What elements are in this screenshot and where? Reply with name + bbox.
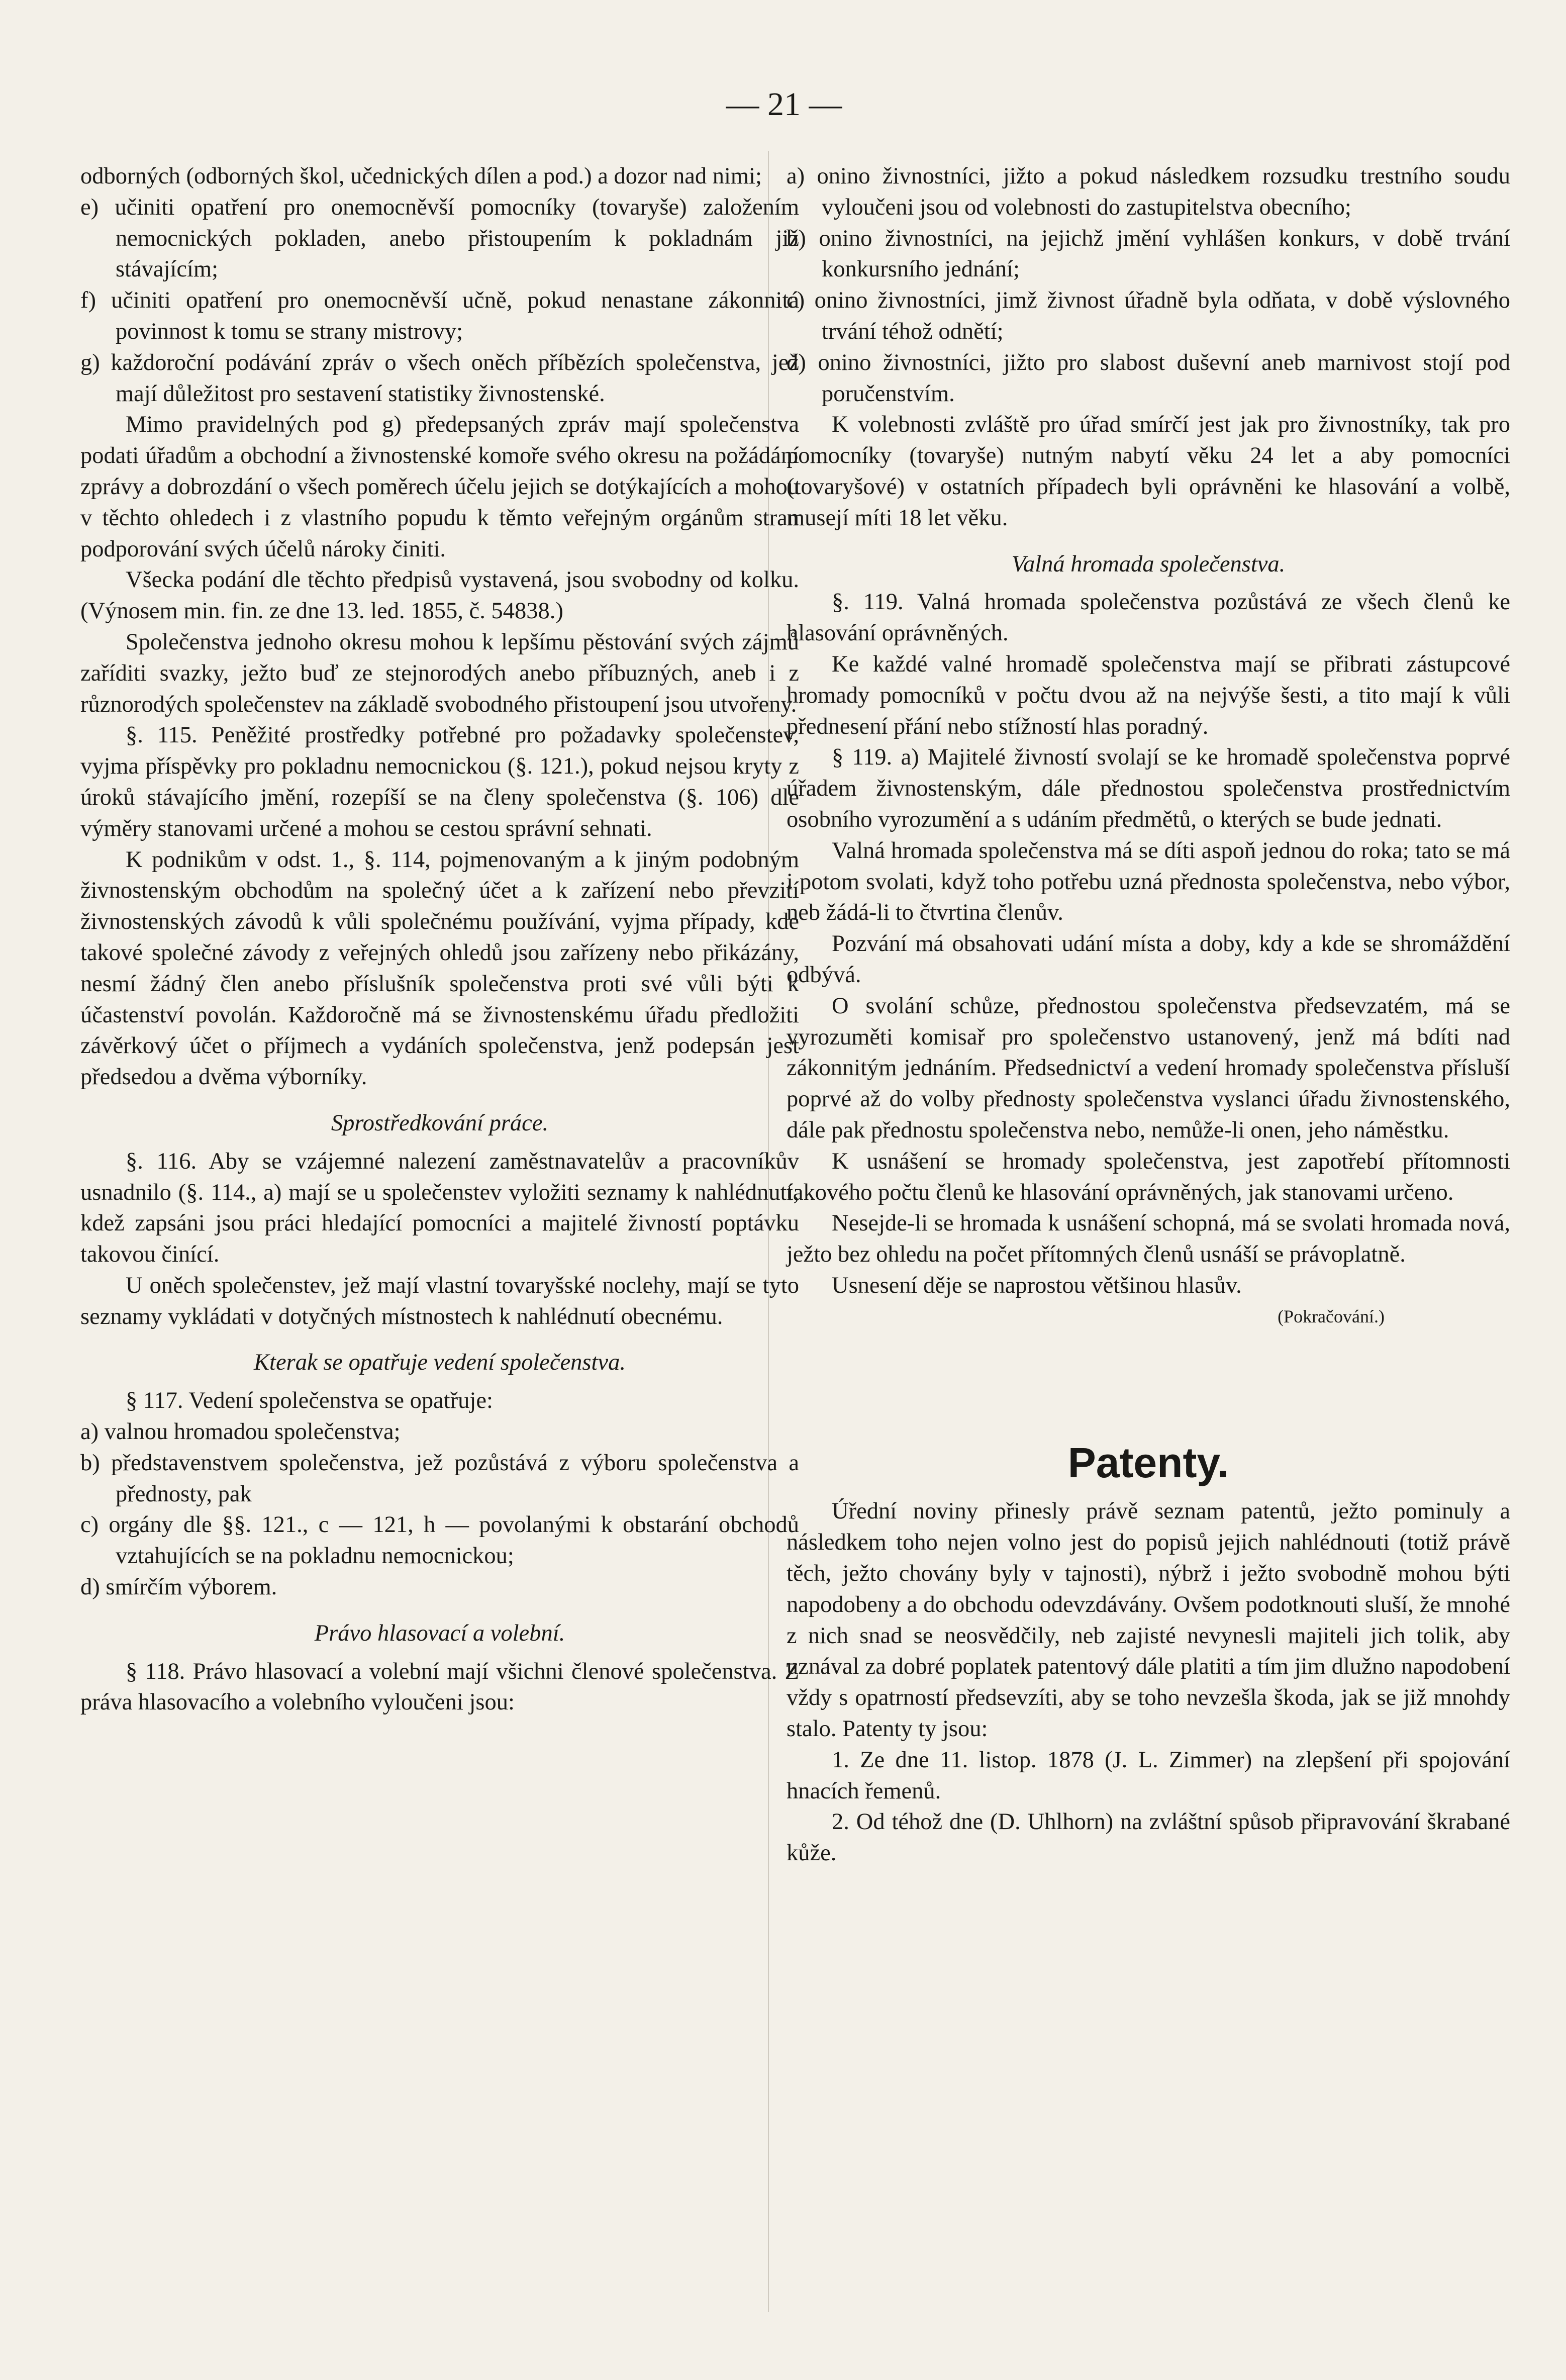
list-item: c) orgány dle §§. 121., c — 121, h — povolanými k obstarání obchodů vztahujících se na pokladnu nemocnickou; [80,1512,799,1569]
paragraph: Valná hromada společenstva má se díti aspoň jednou do roka; tato se má i potom svolati, když toho potřebu uzná přednosta společenstva, nebo výbor, neb žádá-li to čtvrtina členův. [787,837,1510,926]
paragraph: K volebnosti zvláště pro úřad smírčí jest jak pro živnostníky, tak pro pomocníky (tovaryše) nutným nabytí věku 24 let a aby pomocníci (tovaryšové) v ostatních případech byli oprávněni ke hlasování a volbě, musejí míti 18 let věku. [787,412,1510,531]
list-item: b) onino živnostníci, na jejichž jmění vyhlášen konkurs, v době trvání konkursního jednání; [787,225,1510,282]
paragraph: odborných (odborných škol, učednických dílen a pod.) a dozor nad nimi; [80,163,762,189]
list-item: d) smírčím výborem. [80,1574,277,1600]
paragraph: 2. Od téhož dne (D. Uhlhorn) na zvláštní spůsob připravování škrabané kůže. [787,1809,1510,1866]
list-item: c) onino živnostníci, jimž živnost úřadně byla odňata, v době výslovného trvání téhož odnětí; [787,288,1510,344]
list-item: b) představenstvem společenstva, jež pozůstává z výboru společenstva a přednosty, pak [80,1450,799,1507]
left-column [80,161,799,1718]
paragraph: 1. Ze dne 11. listop. 1878 (J. L. Zimmer) na zlepšení při spojování hnacích řemenů. [787,1747,1510,1804]
paragraph: §. 119. Valná hromada společenstva pozůstává ze všech členů ke hlasování oprávněných. [787,589,1510,646]
right-column [787,161,1510,1869]
paragraph: Úřední noviny přinesly právě seznam patentů, ježto pominuly a následkem toho nejen volno jest do popisů jejich nahlédnouti (totiž právě těch, ježto chovány byly v tajnosti), nýbrž i ježto svobodně mohou býti napodobeny a do obchodu odevzdávány. Ovšem podotknouti sluší, že mnohé z nich snad se neosvědčily, neb zajisté nevynesli majiteli jich tolik, aby uznával za dobré poplatek patentový dále platiti a tím jim dlužno napodobení vždy s opatrností předsevzíti, aby se toho nevzešla škoda, jak se již mnohdy stalo. Patenty ty jsou: [787,1498,1510,1742]
list-item: g) každoroční podávání zpráv o všech oněch příbězích společenstva, jež mají důležitost pro sestavení statistiky živnostenské. [80,349,799,407]
list-item: a) valnou hromadou společenstva; [80,1419,401,1445]
list-item: d) onino živnostníci, jižto pro slabost duševní aneb marnivost stojí pod poručenstvím. [787,349,1510,407]
paragraph: O svolání schůze, přednostou společenstva předsevzatém, má se vyrozuměti komisař pro společenstvo ustanovený, jenž má bdíti nad zákonnitým jednáním. Předsednictví a vedení hromady společenstva přísluší poprvé až do volby přednosty společenstva vyslanci úřadu živnostenského, dále pak přednostu společenstva nebo, nemůže-li onen, jeho náměstku. [787,993,1510,1143]
paragraph: Pozvání má obsahovati udání místa a doby, kdy a kde se shromáždění odbývá. [787,931,1510,988]
paragraph: K usnášení se hromady společenstva, jest zapotřebí přítomnosti takového počtu členů ke hlasování oprávněných, jak stanovami určeno. [787,1148,1510,1205]
paragraph: K podnikům v odst. 1., §. 114, pojmenovaným a k jiným podobným živnostenským obchodům na společný účet a k zařízení nebo převzití živnostenských závodů k vůli společnému používání, vyjma případy, kde takové společné závody z veřejných ohledů jsou zařízeny nebo přikázány, nesmí žádný člen anebo příslušník společenstva proti své vůli býti k účastenství povolán. Každoročně má se živnostenskému úřadu předložiti závěrkový účet o příjmech a vydáních společenstva, jenž podepsán jest předsedou a dvěma výborníky. [80,846,799,1090]
paragraph: §. 116. Aby se vzájemné nalezení zaměstnavatelův a pracovníkův usnadnilo (§. 114., a) mají se u společenstev vyložiti seznamy k nahlédnutí, kdež zapsáni jsou práci hledající pomocníci a majitelé živností poptávku takovou činící. [80,1148,799,1268]
continuation-note: (Pokračování.) [1278,1306,1385,1326]
paragraph: § 118. Právo hlasovací a volební mají všichni členové společenstva. Z práva hlasovacího a volebního vyloučeni jsou: [80,1658,799,1716]
paragraph: Nesejde-li se hromada k usnášení schopná, má se svolati hromada nová, ježto bez ohledu na počet přítomných členů usnáší se právoplatně. [787,1210,1510,1268]
section-heading: Sprostředkování práce. [331,1110,549,1136]
list-item: f) učiniti opatření pro onemocněvší učně, pokud nenastane zákonnitá povinnost k tomu se strany mistrovy; [80,288,799,344]
paragraph: §. 115. Peněžité prostředky potřebné pro požadavky společenstev, vyjma příspěvky pro pokladnu nemocnickou (§. 121.), pokud nejsou kryty z úroků stávajícího jmění, rozepíší se na členy společenstva (§. 106) dle výměry stanovami určené a mohou se cestou správní sehnati. [80,722,799,841]
patents-heading: Patenty. [1067,1439,1229,1487]
paragraph: Všecka podání dle těchto předpisů vystavená, jsou svobodny od kolku. (Výnosem min. fin. ze dne 13. led. 1855, č. 54838.) [80,567,799,624]
paragraph: Společenstva jednoho okresu mohou k lepšímu pěstování svých zájmů zaříditi svazky, ježto buď ze stejnorodých anebo příbuzných, aneb i z různorodých společenstev na základě svobodného přistoupení jsou utvořeny. [80,629,799,717]
page-number: — 21 — [726,86,842,123]
paragraph: U oněch společenstev, jež mají vlastní tovaryšské noclehy, mají se tyto seznamy vykládati v dotyčných místnostech k nahlédnutí obecnému. [80,1272,799,1329]
paragraph: Mimo pravidelných pod g) předepsaných zpráv mají společenstva podati úřadům a obchodní a živnostenské komoře svého okresu na požádání zprávy a dobrozdání o všech poměrech účelu jejich se dotýkajících a mohou v těchto ohledech i z vlastního popudu k těmto veřejným orgánům stran podporování svých účelů nároky činiti. [80,412,799,562]
paragraph: Usnesení děje se naprostou většinou hlasův. [832,1272,1242,1298]
paragraph: Ke každé valné hromadě společenstva mají se přibrati zástupcové hromady pomocníků v počtu dvou až na nejvýše šesti, a tito mají k vůli přednesení přání nebo stížností hlas poradný. [787,651,1510,739]
list-item: a) onino živnostníci, jižto a pokud následkem rozsudku trestního soudu vyloučeni jsou od volebnosti do zastupitelstva obecního; [787,163,1510,220]
list-item: e) učiniti opatření pro onemocněvší pomocníky (tovaryše) založením nemocnických pokladen, anebo přistoupením k pokladnám již stávajícím; [80,194,799,282]
section-heading: Kterak se opatřuje vedení společenstva. [254,1350,626,1376]
paragraph: § 119. a) Majitelé živností svolají se ke hromadě společenstva poprvé úřadem živnostenským, dále přednostou společenstva prostřednictvím osobního vyrozumění a s udáním předmětů, o kterých se bude jednati. [787,744,1510,832]
paragraph: § 117. Vedení společenstva se opatřuje: [126,1388,493,1414]
section-heading: Valná hromada společenstva. [1011,551,1286,577]
section-heading: Právo hlasovací a volební. [314,1620,565,1646]
